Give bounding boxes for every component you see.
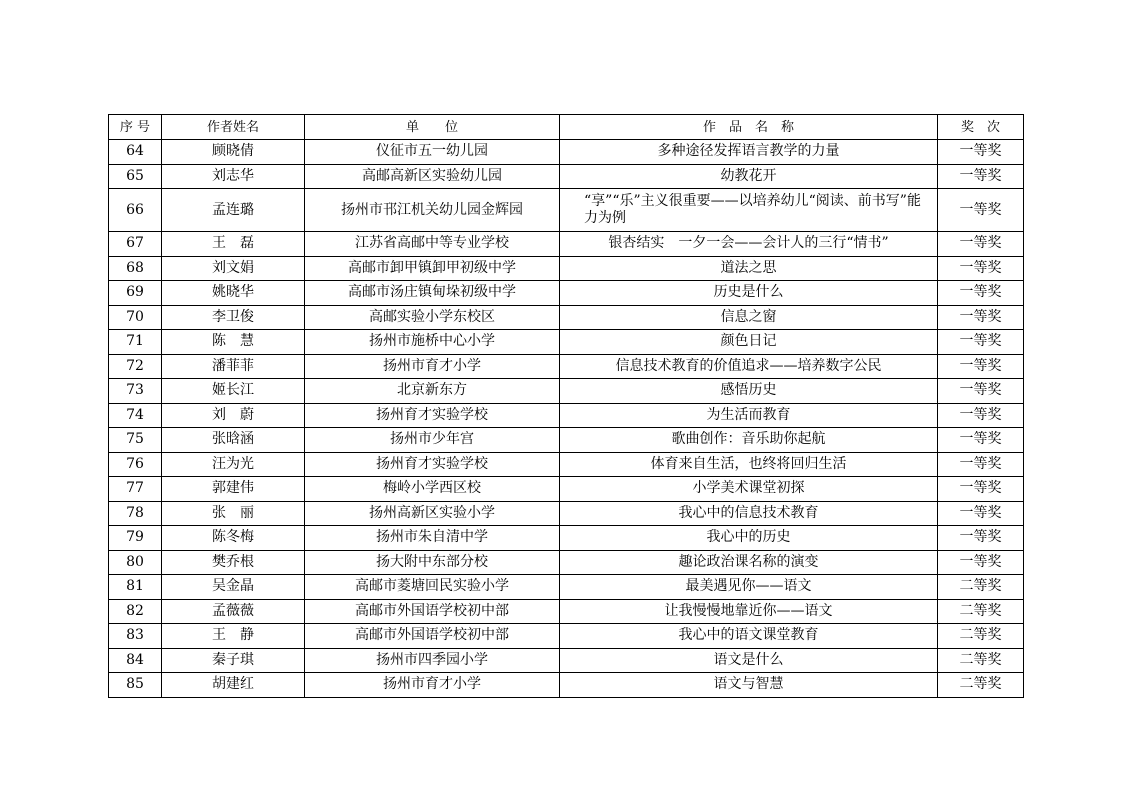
cell-work: 语文与智慧 [560, 673, 938, 698]
cell-award: 一等奖 [938, 452, 1024, 477]
cell-work: 幼教花开 [560, 164, 938, 189]
cell-unit: 扬州市育才小学 [305, 673, 560, 698]
cell-award: 一等奖 [938, 232, 1024, 257]
cell-no: 75 [109, 428, 162, 453]
cell-award: 一等奖 [938, 428, 1024, 453]
cell-unit: 高邮高新区实验幼儿园 [305, 164, 560, 189]
cell-work: 多种途径发挥语言教学的力量 [560, 140, 938, 165]
table-row [109, 164, 1024, 189]
cell-work: 历史是什么 [560, 281, 938, 306]
table-row [109, 673, 1024, 698]
cell-unit: 扬州育才实验学校 [305, 403, 560, 428]
cell-unit: 扬州市邗江机关幼儿园金辉园 [305, 189, 560, 232]
table-row [109, 403, 1024, 428]
cell-no: 79 [109, 526, 162, 551]
cell-work: 感悟历史 [560, 379, 938, 404]
cell-award: 一等奖 [938, 379, 1024, 404]
cell-no: 84 [109, 648, 162, 673]
header-unit: 单 位 [305, 115, 560, 140]
cell-unit: 高邮市菱塘回民实验小学 [305, 575, 560, 600]
award-table [108, 114, 1024, 698]
cell-no: 67 [109, 232, 162, 257]
cell-work: 我心中的语文课堂教育 [560, 624, 938, 649]
cell-award: 一等奖 [938, 330, 1024, 355]
table-row [109, 354, 1024, 379]
cell-name: 孟连璐 [162, 189, 305, 232]
cell-unit: 扬州育才实验学校 [305, 452, 560, 477]
cell-unit: 扬州高新区实验小学 [305, 501, 560, 526]
cell-name: 陈冬梅 [162, 526, 305, 551]
cell-unit: 江苏省高邮中等专业学校 [305, 232, 560, 257]
table-header-row [109, 115, 1024, 140]
cell-work: 道法之思 [560, 256, 938, 281]
cell-no: 72 [109, 354, 162, 379]
cell-award: 一等奖 [938, 305, 1024, 330]
cell-no: 69 [109, 281, 162, 306]
table-row [109, 140, 1024, 165]
cell-work: 信息之窗 [560, 305, 938, 330]
cell-name: 樊乔根 [162, 550, 305, 575]
cell-award: 二等奖 [938, 648, 1024, 673]
cell-no: 73 [109, 379, 162, 404]
cell-unit: 高邮市汤庄镇甸垛初级中学 [305, 281, 560, 306]
table-row [109, 648, 1024, 673]
cell-name: 秦子琪 [162, 648, 305, 673]
cell-name: 刘志华 [162, 164, 305, 189]
cell-no: 70 [109, 305, 162, 330]
cell-name: 王 磊 [162, 232, 305, 257]
cell-award: 一等奖 [938, 526, 1024, 551]
cell-award: 二等奖 [938, 624, 1024, 649]
cell-award: 一等奖 [938, 403, 1024, 428]
cell-name: 顾晓倩 [162, 140, 305, 165]
cell-name: 李卫俊 [162, 305, 305, 330]
table-row [109, 452, 1024, 477]
cell-name: 吴金晶 [162, 575, 305, 600]
table-row [109, 550, 1024, 575]
cell-name: 刘 蔚 [162, 403, 305, 428]
cell-unit: 高邮市外国语学校初中部 [305, 599, 560, 624]
cell-work: 为生活而教育 [560, 403, 938, 428]
cell-award: 一等奖 [938, 140, 1024, 165]
cell-unit: 扬州市育才小学 [305, 354, 560, 379]
cell-unit: 仪征市五一幼儿园 [305, 140, 560, 165]
cell-award: 二等奖 [938, 673, 1024, 698]
cell-name: 姬长江 [162, 379, 305, 404]
table-row [109, 281, 1024, 306]
cell-name: 孟薇薇 [162, 599, 305, 624]
cell-name: 刘文娟 [162, 256, 305, 281]
cell-no: 76 [109, 452, 162, 477]
cell-name: 张 丽 [162, 501, 305, 526]
cell-no: 83 [109, 624, 162, 649]
header-award: 奖 次 [938, 115, 1024, 140]
cell-name: 郭建伟 [162, 477, 305, 502]
cell-work: 语文是什么 [560, 648, 938, 673]
cell-name: 张晗涵 [162, 428, 305, 453]
header-work: 作 品 名 称 [560, 115, 938, 140]
cell-work: 小学美术课堂初探 [560, 477, 938, 502]
cell-work: 颜色日记 [560, 330, 938, 355]
cell-award: 二等奖 [938, 575, 1024, 600]
cell-award: 一等奖 [938, 189, 1024, 232]
table-row [109, 305, 1024, 330]
cell-no: 82 [109, 599, 162, 624]
cell-work: 信息技术教育的价值追求——培养数字公民 [560, 354, 938, 379]
cell-award: 一等奖 [938, 550, 1024, 575]
table-row [109, 232, 1024, 257]
cell-award: 一等奖 [938, 501, 1024, 526]
cell-no: 81 [109, 575, 162, 600]
cell-work: 我心中的历史 [560, 526, 938, 551]
cell-no: 66 [109, 189, 162, 232]
cell-award: 二等奖 [938, 599, 1024, 624]
cell-no: 74 [109, 403, 162, 428]
table-row [109, 501, 1024, 526]
cell-name: 胡建红 [162, 673, 305, 698]
cell-no: 68 [109, 256, 162, 281]
cell-unit: 高邮市卸甲镇卸甲初级中学 [305, 256, 560, 281]
cell-no: 77 [109, 477, 162, 502]
cell-work: 银杏结实 一夕一会——会计人的三行“情书” [560, 232, 938, 257]
cell-name: 姚晓华 [162, 281, 305, 306]
table-row [109, 526, 1024, 551]
cell-work: 我心中的信息技术教育 [560, 501, 938, 526]
cell-award: 一等奖 [938, 477, 1024, 502]
cell-unit: 扬州市四季园小学 [305, 648, 560, 673]
table-row [109, 575, 1024, 600]
table-row [109, 624, 1024, 649]
cell-work: 最美遇见你——语文 [560, 575, 938, 600]
cell-unit: 扬州市朱自清中学 [305, 526, 560, 551]
cell-work: 体育来自生活，也终将回归生活 [560, 452, 938, 477]
table-row [109, 379, 1024, 404]
header-name: 作者姓名 [162, 115, 305, 140]
cell-unit: 扬大附中东部分校 [305, 550, 560, 575]
table-row [109, 256, 1024, 281]
cell-no: 65 [109, 164, 162, 189]
cell-award: 一等奖 [938, 164, 1024, 189]
cell-unit: 高邮实验小学东校区 [305, 305, 560, 330]
cell-name: 潘菲菲 [162, 354, 305, 379]
cell-unit: 梅岭小学西区校 [305, 477, 560, 502]
cell-award: 一等奖 [938, 354, 1024, 379]
cell-work: 歌曲创作：音乐助你起航 [560, 428, 938, 453]
cell-unit: 扬州市少年宫 [305, 428, 560, 453]
cell-work: “享”“乐”主义很重要——以培养幼儿“阅读、前书写”能力为例 [560, 189, 938, 232]
cell-work: 趣论政治课名称的演变 [560, 550, 938, 575]
table-row [109, 477, 1024, 502]
cell-no: 80 [109, 550, 162, 575]
cell-no: 64 [109, 140, 162, 165]
cell-unit: 北京新东方 [305, 379, 560, 404]
cell-award: 一等奖 [938, 281, 1024, 306]
cell-unit: 扬州市施桥中心小学 [305, 330, 560, 355]
table-row [109, 189, 1024, 232]
cell-name: 王 静 [162, 624, 305, 649]
cell-no: 85 [109, 673, 162, 698]
cell-no: 78 [109, 501, 162, 526]
table-row [109, 330, 1024, 355]
table-row [109, 599, 1024, 624]
cell-unit: 高邮市外国语学校初中部 [305, 624, 560, 649]
cell-name: 汪为光 [162, 452, 305, 477]
cell-work: 让我慢慢地靠近你——语文 [560, 599, 938, 624]
award-list-sheet [108, 114, 1023, 698]
table-body [109, 140, 1024, 698]
cell-name: 陈 慧 [162, 330, 305, 355]
cell-no: 71 [109, 330, 162, 355]
table-row [109, 428, 1024, 453]
cell-award: 一等奖 [938, 256, 1024, 281]
header-no: 序 号 [109, 115, 162, 140]
